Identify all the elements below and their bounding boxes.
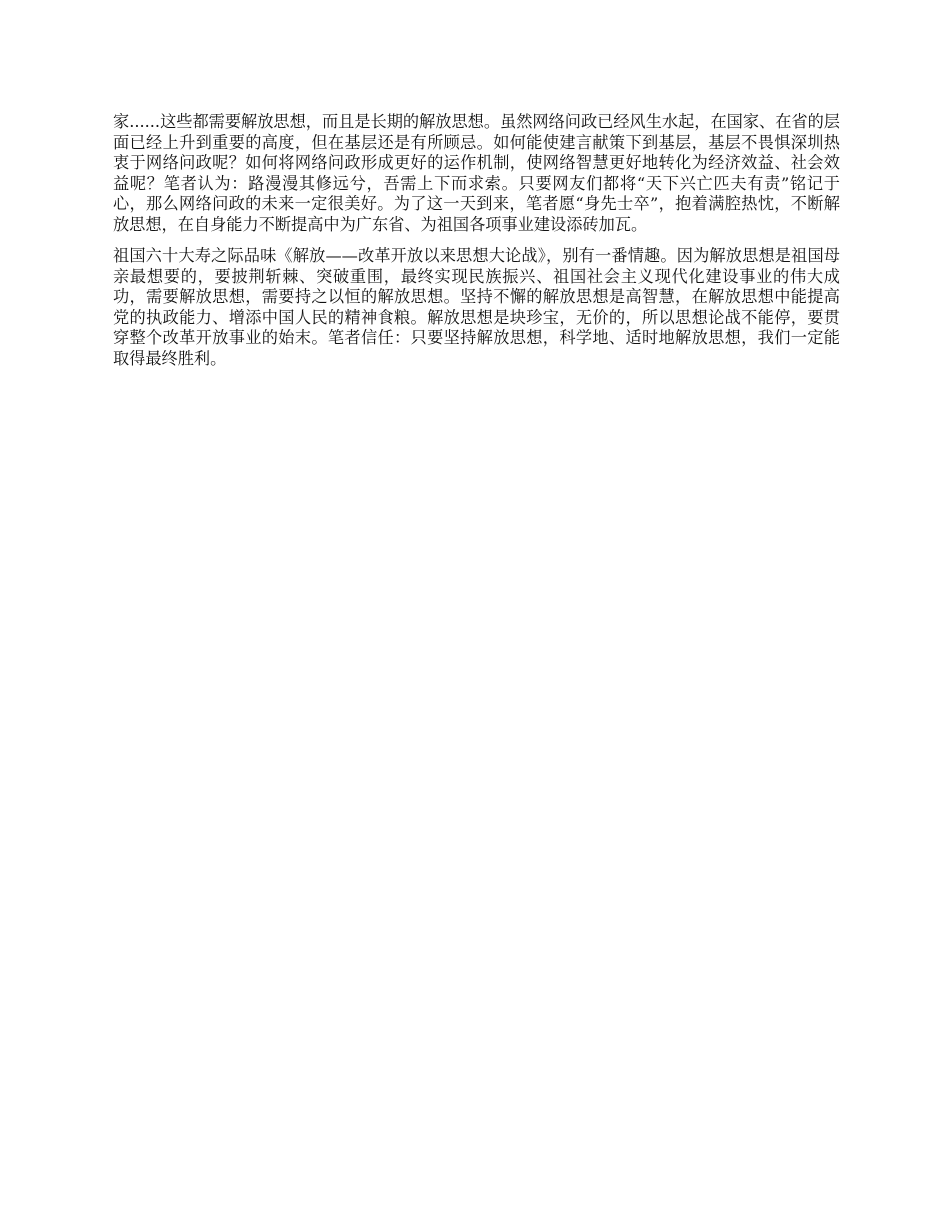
paragraph-1: 家......这些都需要解放思想，而且是长期的解放思想。虽然网络问政已经风生水起，在国家、在省的层面已经上升到重要的高度，但在基层还是有所顾忌。如何能使建言献策下到基层，基层不畏惧深圳热衷于网络问政呢？如何将网络问政形成更好的运作机制，使网络智慧更好地转化为经济效益、社会效益呢？笔者认为：路漫漫其修远兮，吾需上下而求索。只要网友们都将“天下兴亡匹夫有责”铭记于心，那么网络问政的未来一定很美好。为了这一天到来，笔者愿“身先士卒”，抱着满腔热忱，不断解放思想，在自身能力不断提高中为广东省、为祖国各项事业建设添砖加瓦。 (113, 112, 840, 234)
paragraph-2: 祖国六十大寿之际品味《解放——改革开放以来思想大论战》，别有一番情趣。因为解放思想是祖国母亲最想要的，要披荆斩棘、突破重围，最终实现民族振兴、祖国社会主义现代化建设事业的伟大成功，需要解放思想，需要持之以恒的解放思想。坚持不懈的解放思想是高智慧，在解放思想中能提高党的执政能力、增添中国人民的精神食粮。解放思想是块珍宝，无价的，所以思想论战不能停，要贯穿整个改革开放事业的始末。笔者信任：只要坚持解放思想，科学地、适时地解放思想，我们一定能取得最终胜利。 (113, 246, 840, 368)
document-body (113, 112, 840, 380)
